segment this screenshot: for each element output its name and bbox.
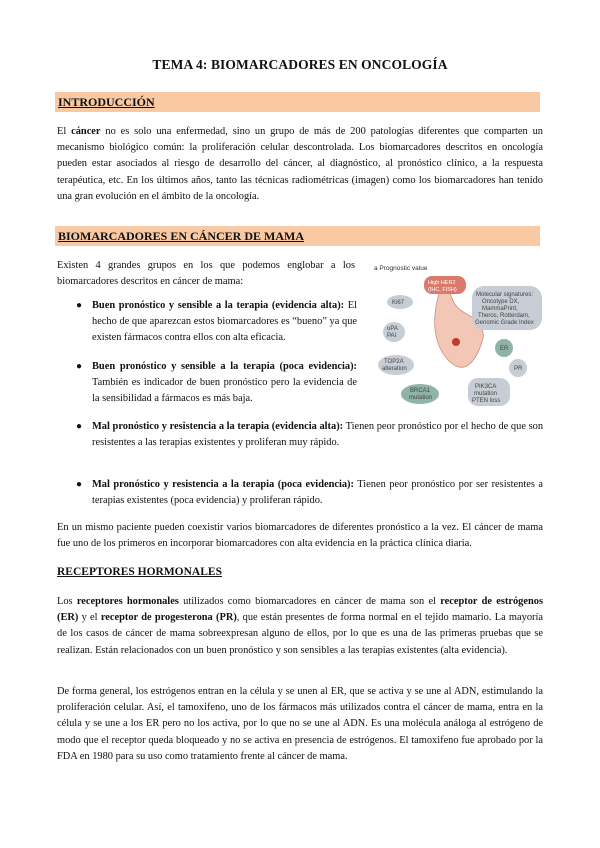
top2a-node (378, 355, 414, 375)
bullet-text-2: También es indicador de buen pronóstico pero la evidencia de la sensibilidad a fármacos es más baja. (92, 377, 357, 405)
intro-keyword-cancer: cáncer (71, 126, 101, 137)
pr-label: PR (514, 366, 523, 372)
signatures-label-4: Theros, Rotterdam, (478, 313, 530, 319)
receptores-keyword-pr: receptor de progesterona (PR) (100, 612, 237, 624)
mama-lead-paragraph: Existen 4 grandes grupos en los que podemos englobar a los biomarcadores descritos en cáncer de mama: (57, 260, 355, 288)
upa-node (383, 322, 405, 342)
bullet-item-2 (76, 359, 357, 408)
ki67-label: Ki67 (392, 300, 405, 306)
receptores-text-a: Los (57, 596, 77, 607)
pai-label: PAI (387, 333, 397, 339)
subheading-receptores: RECEPTORES HORMONALES (57, 566, 222, 578)
prognostic-value-figure (372, 262, 544, 412)
bullet-dot: ● (76, 300, 83, 311)
er-label: ER (500, 346, 509, 352)
top2a-label-2: alteration (382, 366, 407, 372)
figure-panel-label: a Prognostic value (374, 265, 428, 272)
bullet-dot: ● (76, 479, 83, 490)
pten-label: PTEN loss (472, 398, 501, 404)
signatures-label-2: Oncotype DX, (482, 299, 520, 305)
page-title: TEMA 4: BIOMARCADORES EN ONCOLOGÍA (152, 57, 448, 72)
section-heading-intro-label: INTRODUCCIÓN (58, 95, 155, 109)
bullet-item-4 (76, 477, 543, 509)
bullet-text-3: Tienen peor pronóstico por el hecho de que son resistentes a las terapias existentes y proliferan muy rápido. (92, 421, 544, 449)
bullet-text-1: El hecho de que aparezcan estos biomarcadores es “bueno” ya que existen fármacos contra ellos con alta eficacia. (92, 300, 357, 344)
bullet-item-1 (76, 298, 357, 347)
tumor-marker (452, 338, 460, 346)
mama-closing-paragraph: En un mismo paciente pueden coexistir varios biomarcadores de diferentes pronóstico a la vez. El cáncer de mama fue uno de los primeros en incorporar biomarcadores con alta evidencia en la práctica clínica diaria. (57, 522, 543, 550)
brca1-label: BRCA1 (410, 388, 431, 394)
section-heading-intro (55, 92, 540, 112)
intro-text-a: El (57, 126, 72, 137)
section-heading-mama (55, 226, 540, 246)
upa-label: uPA (387, 326, 398, 332)
bullet-title-3: Mal pronóstico y resistencia a la terapia (evidencia alta): (92, 421, 344, 432)
bullet-title-1: Buen pronóstico y sensible a la terapia (evidencia alta): (92, 300, 345, 311)
pik3ca-label: PIK3CA (475, 384, 497, 390)
signatures-label-3: MammaPrint, (482, 306, 518, 312)
receptores-paragraph-1 (57, 594, 543, 659)
receptores-text-c: utilizados como biomarcadores en cáncer de mama son el (178, 596, 441, 607)
receptores-keyword-er: receptor de estrógenos (ER) (57, 596, 544, 624)
bullet-dot: ● (76, 361, 83, 372)
receptores-text-g: , que están presentes de forma normal en el tejido mamario. La mayoría de los casos de cáncer de mama sobreexpresan alguno de ellos, por lo que es una de las primeras pruebas que se realizan. Están relacionados con un buen pronóstico y son sensibles a las terapias existentes (alta evidencia). (57, 612, 543, 656)
section-heading-mama-label: BIOMARCADORES EN CÁNCER DE MAMA (58, 229, 304, 243)
bullet-title-2: Buen pronóstico y sensible a la terapia (poca evidencia): (92, 361, 357, 372)
bullet-dot: ● (76, 421, 83, 432)
intro-paragraph (57, 124, 543, 205)
receptores-paragraph-2: De forma general, los estrógenos entran en la célula y se unen al ER, que se activa y se une al ADN, estimulando la proliferación celular. Así, el tamoxifeno, uno de los fármacos más utilizados contra el cáncer de mama, entra en la célula y se une a los ER pero no los activa, por lo que no se une al ADN. Es una molécula análoga al estrógeno de modo que el receptor queda bloqueado y no se activa en presencia de estrógenos. El tamoxifeno fue aprobado por la FDA en 1980 para su uso como tratamiento frente al cáncer de mama. (57, 686, 543, 762)
brca1-label-2: mutation (409, 395, 433, 401)
her2-label-2: (IHC, FISH) (428, 287, 457, 293)
bullet-item-3 (76, 419, 544, 451)
top2a-label: TOP2A (384, 359, 404, 365)
prognostic-diagram (372, 262, 544, 412)
pik3ca-label-2: mutation (474, 391, 498, 397)
receptores-keyword-1: receptores hormonales (76, 596, 179, 607)
bullet-text-4: Tienen peor pronóstico por ser resistentes a terapias existentes (poca evidencia) y proliferan rápido. (92, 479, 543, 507)
her2-label: High HER2 (428, 280, 456, 286)
receptores-text-e: y el (78, 612, 101, 624)
bullet-title-4: Mal pronóstico y resistencia a la terapia (poca evidencia): (92, 479, 354, 490)
intro-text-c: no es solo una enfermedad, sino un grupo de más de 200 patologías diferentes que comparten un mecanismo biológico común: la proliferación celular descontrolada. Los biomarcadores descritos en oncología pueden estar asociados al riesgo de desarrollo del cáncer, al diagnóstico, al pronóstico clínico, a la respuesta terapéutica, etc. En los últimos años, tanto las técnicas radiométricas (imagen) como los biomarcadores han tenido una gran evolución en el ámbito de la oncología. (57, 126, 543, 202)
signatures-label-5: Genomic Grade Index (475, 320, 534, 326)
signatures-label-1: Molecular signatures: (476, 292, 534, 298)
brca1-node (401, 384, 439, 404)
